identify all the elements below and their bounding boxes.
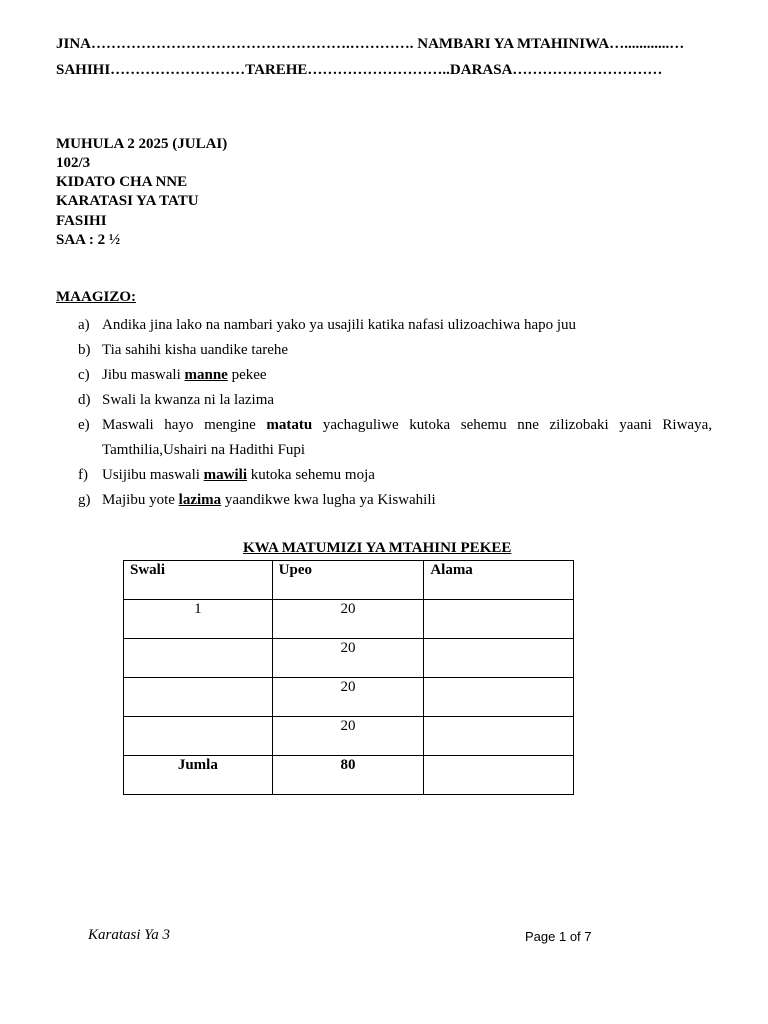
instruction-marker: g) [78, 492, 91, 508]
instruction-item [78, 363, 712, 388]
cell-swali: 1 [124, 600, 273, 639]
cell-upeo: 20 [272, 639, 424, 678]
cell-alama[interactable] [424, 600, 574, 639]
instructions-list [78, 313, 712, 513]
cell-swali[interactable] [124, 639, 273, 678]
footer-paper-label: Karatasi Ya 3 [88, 927, 170, 943]
instruction-emphasis: mawili [203, 467, 248, 483]
total-label: Jumla [124, 756, 273, 795]
footer-page-number: Page 1 of 7 [525, 929, 592, 944]
form-level: KIDATO CHA NNE [56, 174, 188, 190]
table-header-row [124, 561, 574, 600]
cell-swali[interactable] [124, 717, 273, 756]
instruction-marker: d) [78, 392, 91, 408]
instruction-text: yachaguliwe kutoka sehemu nne zilizobaki yaani Riwaya, Tamthilia,Ushairi na Hadithi Fupi [102, 417, 712, 458]
paper-number: KARATASI YA TATU [56, 193, 199, 209]
instruction-marker: e) [78, 417, 90, 433]
instruction-text: Tia sahihi kisha uandike tarehe [102, 342, 289, 358]
instruction-emphasis: manne [184, 367, 228, 383]
cell-upeo: 20 [272, 600, 424, 639]
header-upeo: Upeo [272, 561, 424, 600]
exam-term: MUHULA 2 2025 (JULAI) [56, 136, 228, 152]
instruction-text: yaandikwe kwa lugha ya Kiswahili [221, 492, 436, 508]
header-alama: Alama [424, 561, 574, 600]
instruction-item [78, 313, 712, 338]
subject-name: FASIHI [56, 213, 107, 229]
paper-code: 102/3 [56, 155, 91, 171]
instruction-item [78, 463, 712, 488]
table-row [124, 600, 574, 639]
instruction-emphasis: lazima [178, 492, 222, 508]
cell-upeo: 20 [272, 717, 424, 756]
instruction-item [78, 413, 712, 463]
instruction-item [78, 388, 712, 413]
table-row [124, 678, 574, 717]
score-table [123, 560, 574, 795]
time-allowed: SAA : 2 ½ [56, 232, 121, 248]
cell-upeo: 20 [272, 678, 424, 717]
cell-alama[interactable] [424, 717, 574, 756]
instruction-text: pekee [227, 367, 267, 383]
instruction-text: Swali la kwanza ni la lazima [102, 392, 275, 408]
score-table-title: KWA MATUMIZI YA MTAHINI PEKEE [243, 540, 512, 556]
instruction-text: Andika jina lako na nambari yako ya usajili katika nafasi ulizoachiwa hapo juu [102, 317, 577, 333]
header-signature-line: SAHIHI………………………TAREHE………………………..DARASA………………………… [56, 62, 663, 78]
instruction-text: Jibu maswali [102, 367, 185, 383]
instruction-marker: f) [78, 467, 88, 483]
header-name-line: JINA…………………………………………….…………. NAMBARI YA MTAHINIWA…............… [56, 36, 685, 52]
cell-alama[interactable] [424, 678, 574, 717]
table-total-row [124, 756, 574, 795]
table-row [124, 717, 574, 756]
instruction-emphasis: matatu [266, 417, 313, 433]
total-alama[interactable] [424, 756, 574, 795]
instruction-marker: a) [78, 317, 90, 333]
instruction-text: kutoka sehemu moja [247, 467, 375, 483]
header-swali: Swali [124, 561, 273, 600]
instruction-text: Majibu yote [102, 492, 179, 508]
instruction-text: Usijibu maswali [102, 467, 204, 483]
instruction-marker: b) [78, 342, 91, 358]
instruction-text: Maswali hayo mengine [102, 417, 267, 433]
instruction-item [78, 488, 712, 513]
cell-alama[interactable] [424, 639, 574, 678]
total-upeo: 80 [272, 756, 424, 795]
instruction-marker: c) [78, 367, 90, 383]
instruction-item [78, 338, 712, 363]
cell-swali[interactable] [124, 678, 273, 717]
table-row [124, 639, 574, 678]
instructions-title: MAAGIZO: [56, 289, 136, 305]
